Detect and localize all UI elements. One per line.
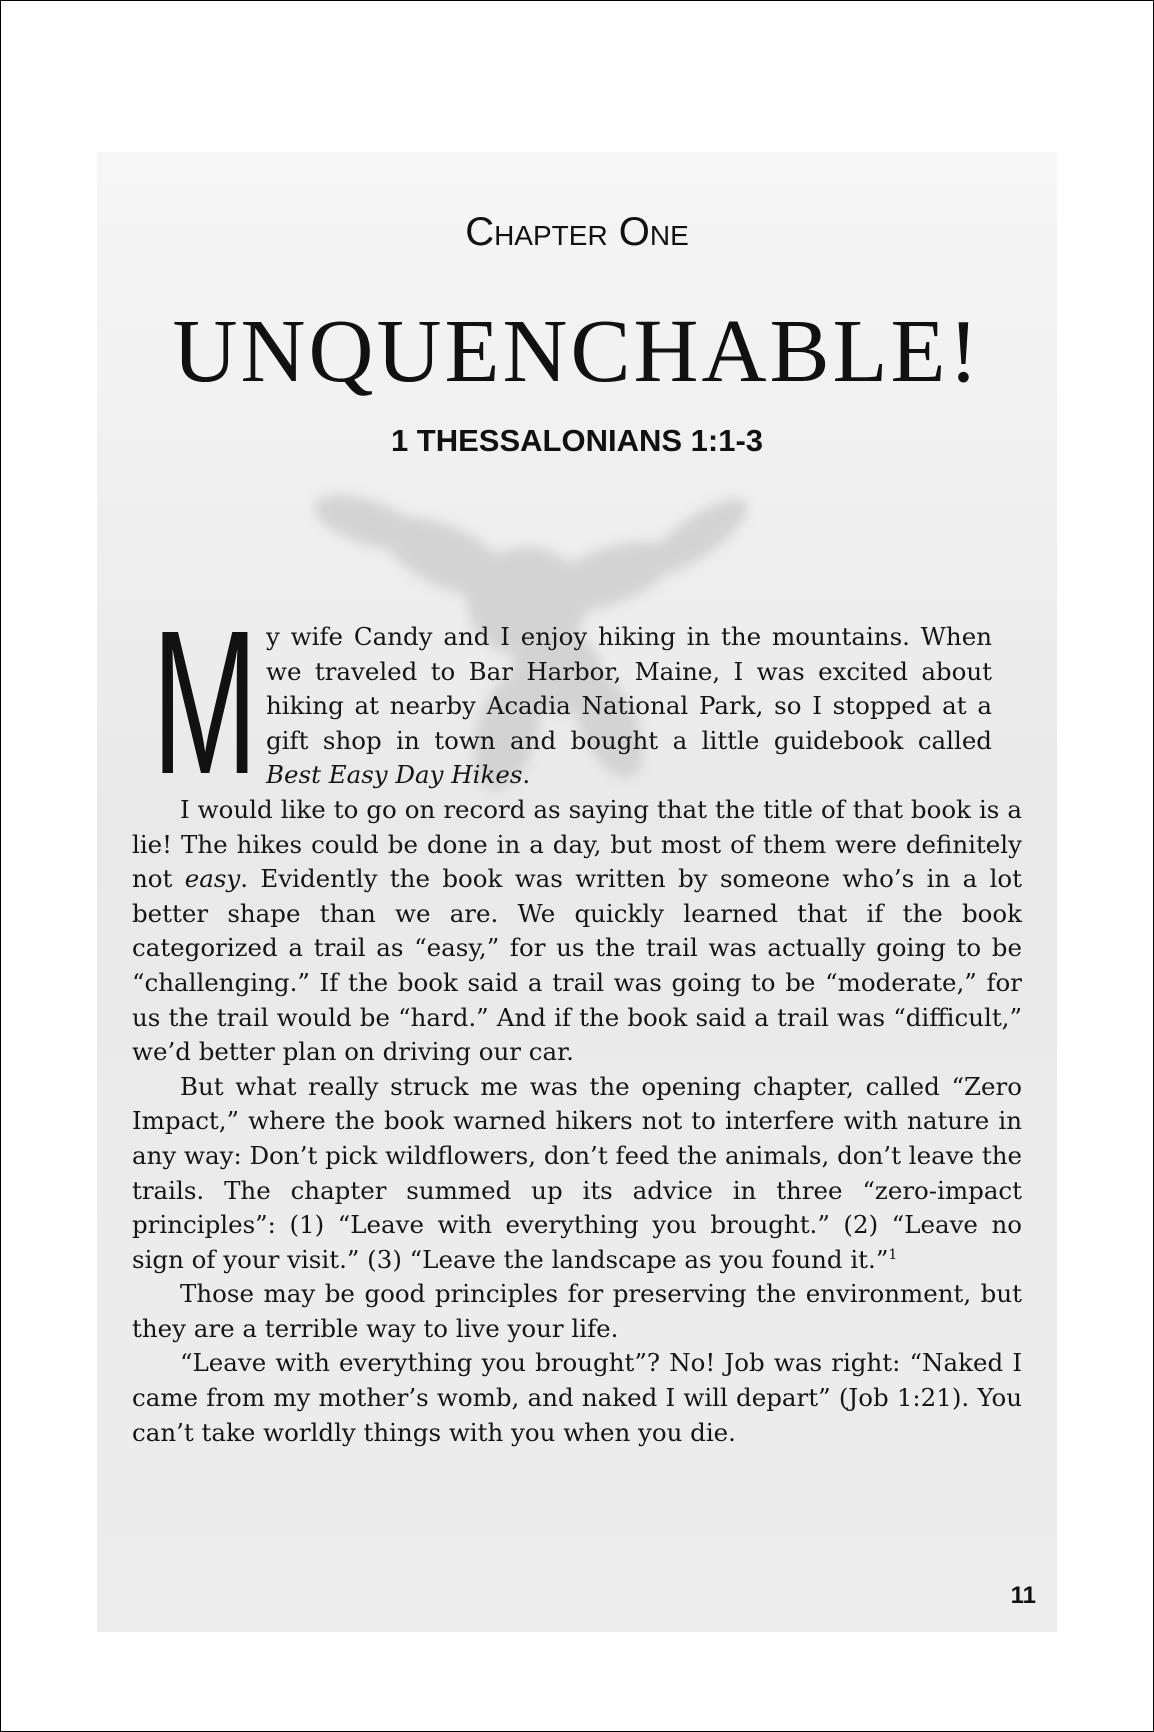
paragraph-5: “Leave with everything you brought”? No! Job was right: “Naked I came from my mother’s womb, and naked I will depart” (Job 1:21). You can’t take worldly things with you when you die. <box>132 1348 1022 1447</box>
footnote-marker: 1 <box>888 1246 898 1263</box>
paragraph-2-end: . Evidently the book was written by someone who’s in a lot better shape than we are. We quickly learned that if the book categorized a trail as “easy,” for us the trail was actually going to be “challenging.” If the book said a trail was going to be “moderate,” for us the trail would be “hard.” And if the book said a trail was “difficult,” we’d better plan on driving our car. <box>132 864 1022 1067</box>
paragraph-2-start: I would like to go on record as saying that the title of that book is a lie! The hikes could be done in a day, but most of them were definitely not <box>132 794 1022 894</box>
opening-paragraph <box>152 588 992 817</box>
paragraph-3 <box>132 1070 1022 1278</box>
book-title: Best Easy Day Hikes <box>266 760 523 790</box>
paragraph-2 <box>132 793 1022 1070</box>
drop-cap: M <box>152 588 258 817</box>
chapter-title: UNQUENCHABLE! <box>172 302 982 401</box>
paragraph-3-text: But what really struck me was the opening chapter, called “Zero Impact,” where the book warned hikers not to interfere with nature in any way: Don’t pick wildflowers, don’t feed the animals, don’t leave the trails. The chapter summed up its advice in three “zero-impact principles”: (1) “Leave with everything you brought.” (2) “Leave no sign of your visit.” (3) “Leave the landscape as you found it.” <box>132 1071 1022 1274</box>
chapter-label: Chapter One <box>465 210 689 254</box>
opening-paragraph-end: . <box>522 760 531 790</box>
page-number: 11 <box>1010 1582 1036 1609</box>
paragraph-4: Those may be good principles for preserving the environment, but they are a terrible way to live your life. <box>132 1279 1022 1343</box>
scripture-reference: 1 THESSALONIANS 1:1-3 <box>390 423 764 458</box>
chapter-body <box>132 588 1022 1450</box>
opening-paragraph-text: y wife Candy and I enjoy hiking in the mountains. When we traveled to Bar Harbor, Maine, I was excited about hiking at nearby Acadia National Park, so I stopped at a gift shop in town and bought a little guidebook called <box>266 622 992 755</box>
paragraph-2-emphasis: easy <box>184 864 241 894</box>
